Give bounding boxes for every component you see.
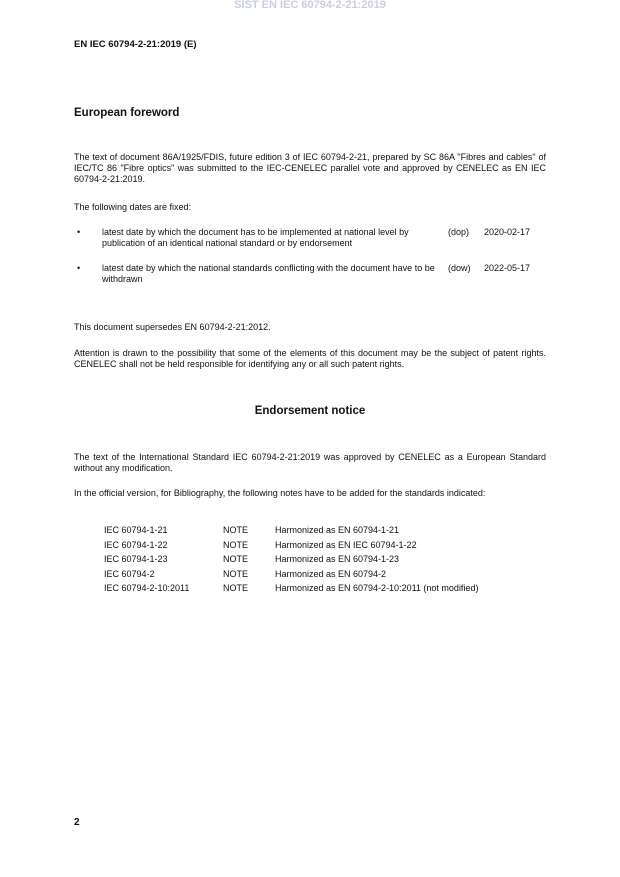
note-label: NOTE	[223, 568, 249, 579]
note-label: NOTE	[223, 583, 249, 593]
foreword-paragraph-2: The following dates are fixed:	[74, 202, 192, 212]
note-standard: IEC 60794-2	[104, 568, 155, 579]
watermark: SIST EN IEC 60794-2-21:2019	[234, 0, 386, 11]
date-row-text: latest date by which the document has to be implemented at national level by publication of an identical national standard or by endorsement	[102, 227, 409, 248]
note-text: Harmonized as EN 60794-2-10:2011 (not modified)	[275, 583, 479, 593]
foreword-paragraph-1: The text of document 86A/1925/FDIS, future edition 3 of IEC 60794-2-21, prepared by SC 86A "Fibres and cables" of IEC/TC 86 "Fibre optics" was submitted to the IEC-CENELEC parallel vote and approved by CENELEC as EN IEC 60794-2-21:2019.	[74, 152, 546, 184]
note-label: NOTE	[223, 554, 249, 564]
note-standard: IEC 60794-1-22	[104, 539, 168, 550]
note-text: Harmonized as EN 60794-1-21	[275, 525, 400, 535]
note-label: NOTE	[223, 525, 249, 535]
endorsement-paragraph-2: In the official version, for Bibliography, the following notes have to be added for the standards indicated:	[74, 488, 486, 498]
bullet-icon: •	[77, 227, 81, 237]
bullet-icon: •	[77, 263, 81, 273]
foreword-paragraph-3: This document supersedes EN 60794-2-21:2012.	[74, 322, 271, 332]
note-text: Harmonized as EN IEC 60794-1-22	[275, 539, 417, 550]
date-row-abbr: (dop)	[448, 227, 470, 237]
note-text: Harmonized as EN 60794-2	[275, 568, 387, 579]
date-row-date: 2022-05-17	[484, 263, 531, 273]
note-standard: IEC 60794-2-10:2011	[104, 583, 190, 593]
endorsement-paragraph-1: The text of the International Standard IEC 60794-2-21:2019 was approved by CENELEC as a European Standard without any modification.	[74, 452, 546, 473]
date-row-text: latest date by which the national standards conflicting with the document have to be withdrawn	[102, 263, 435, 284]
page-number: 2	[74, 817, 80, 828]
note-standard: IEC 60794-1-23	[104, 554, 168, 564]
date-row-abbr: (dow)	[448, 263, 471, 273]
note-standard: IEC 60794-1-21	[104, 525, 168, 535]
note-label: NOTE	[223, 539, 249, 550]
section-title-endorsement: Endorsement notice	[254, 405, 366, 417]
date-row-date: 2020-02-17	[484, 227, 531, 237]
foreword-paragraph-4: Attention is drawn to the possibility that some of the elements of this document may be the subject of patent rights. CENELEC shall not be held responsible for identifying any or all such patent rights.	[74, 348, 546, 369]
document-header: EN IEC 60794-2-21:2019 (E)	[74, 39, 197, 50]
note-text: Harmonized as EN 60794-1-23	[275, 554, 400, 564]
section-title-foreword: European foreword	[74, 107, 180, 119]
